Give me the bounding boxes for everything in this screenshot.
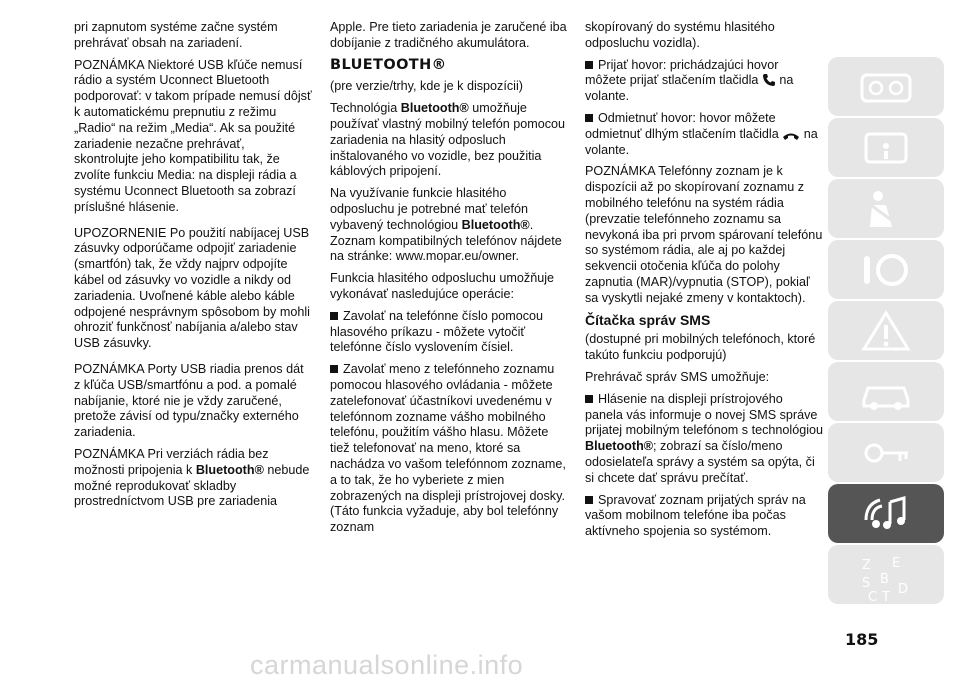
seatbelt-icon [858,187,914,231]
car-service-icon [858,370,914,414]
tab-warning-lights[interactable] [828,301,944,360]
index-letter: T [882,590,890,603]
index-letter: D [898,582,909,597]
tab-safety[interactable] [828,179,944,238]
paragraph: pri zapnutom systéme začne systém prehrávať obsah na zariadení. [74,20,278,50]
wrench-steering-icon [858,248,914,292]
dashboard-icon [858,65,914,109]
page-number: 185 [845,630,879,649]
phone-answer-icon [762,73,776,87]
phone-hangup-icon [782,131,800,141]
list-item: Prijať hovor: prichádzajúci hovor môžete prijať stlačením tlačidla na volante. [585,57,794,104]
multimedia-icon [858,492,914,536]
index-icon [858,553,914,603]
key-icon [858,431,914,475]
paragraph: Na využívanie funkcie hlasitého odposluchu je potrebné mať telefón vybavený technológiou Bluetooth®. Zoznam kompatibilných telefónov nájdete na stránke: www.mopar.eu/owner. [330,186,562,264]
tab-car-info[interactable] [828,118,944,177]
paragraph: (dostupné pri mobilných telefónoch, ktoré takúto funkciu podporujú) [585,332,816,363]
note-paragraph: POZNÁMKA Pri verziách rádia bez možnosti pripojenia k Bluetooth® nebude možné reprodukovať skladby prostredníctvom USB pre zariadenia [74,446,310,509]
text-column-1 [74,20,312,516]
text-column-3 [585,20,823,546]
list-item: Zavolať na telefónne číslo pomocou hlasového príkazu - môžete vytočiť telefónne číslo vyslovením čísiel. [330,308,544,355]
note-paragraph: POZNÁMKA Porty USB riadia prenos dát z kľúča USB/smartfónu a pod. a pomalé nabíjanie, ktoré nie je vždy zaručené, pretože závisí od typu/značky externého zariadenia. [74,361,304,440]
tab-multimedia[interactable] [828,484,944,543]
index-letter: S [862,576,871,591]
tab-dashboard[interactable] [828,57,944,116]
paragraph: Technológia Bluetooth® umožňuje používať vlastný mobilný telefón pomocou zariadenia na hlasitý odposluch inštalovaného vo vozidle, bez použitia káblových pripojení. [330,101,566,179]
note-paragraph: POZNÁMKA Telefónny zoznam je k dispozícii až po skopírovaní zoznamu z mobilného telefónu na systém rádia (prevzatie telefónneho zoznamu sa nevykoná iba pri prvom spárovaní telefónu so systémom rádia, ale aj po každej sekvencii otočenia kľúča do polohy zapnutia (MAR)/vypnutia (STOP), pokiaľ sa vyskytli nejaké zmeny v kontaktoch). [585,164,823,305]
paragraph: (pre verzie/trhy, kde je k dispozícii) [330,79,523,94]
tab-starting-driving[interactable] [828,240,944,299]
list-item: Hlásenie na displeji prístrojového panela vás informuje o novej SMS správe prijatej mobilným telefónom s technológiou Bluetooth®; zobrazí sa číslo/meno odosielateľa správy a systém sa opýta, či si chcete dať správu prečítať. [585,391,824,485]
section-subheading: Čítačka správ SMS [585,311,711,328]
bullet-icon [585,395,593,403]
tab-emergency[interactable] [828,362,944,421]
paragraph: Funkcia hlasitého odposluchu umožňuje vykonávať nasledujúce operácie: [330,271,555,301]
section-heading: BLUETOOTH® [330,56,447,73]
note-paragraph: POZNÁMKA Niektoré USB kľúče nemusí rádio a systém Uconnect Bluetooth podporovať: v takom prípade nemusí dôjsť k automatickému prepnutiu z režimu „Radio“ na režim „Media“. Ak sa použité zariadenie nezačne prehrávať, skontrolujte jeho kompatibilitu tak, že zvolíte funkciu Media: na displeji rádia a systému Uconnect Bluetooth sa zobrazí príslušné hlásenie. [74,57,312,214]
bullet-icon [585,114,593,122]
watermark: carmanualsonline.info [250,650,524,680]
warning-triangle-icon [858,309,914,353]
paragraph: skopírovaný do systému hlasitého odposluchu vozidla). [585,20,775,50]
index-letter: B [880,572,889,587]
bullet-icon [585,61,593,69]
index-letter: E [892,556,901,571]
list-item: Spravovať zoznam prijatých správ na vašom mobilnom telefóne iba počas aktívneho spojenia so systémom. [585,492,806,539]
index-letter: C [868,590,878,603]
paragraph: Apple. Pre tieto zariadenia je zaručené iba dobíjanie z tradičného akumulátora. [330,20,567,50]
tab-index[interactable] [828,545,944,604]
tab-maintenance[interactable] [828,423,944,482]
bullet-icon [585,496,593,504]
bullet-icon [330,312,338,320]
bullet-icon [330,365,338,373]
list-item: Zavolať meno z telefónneho zoznamu pomocou hlasového ovládania - môžete zatelefonovať účastníkovi uvedenému v telefónnom zozname vášho mobilného telefónu, použitím vášho hlasu. Môžete tiež telefonovať na meno, ktoré sa nachádza vo vašom telefónnom zozname, a to tak, že ho vyberiete z mien zobrazených na displeji prístrojovej dosky. (Táto funkcia vyžaduje, aby bol telefónny zoznam [330,362,566,535]
text-column-2 [330,20,568,542]
paragraph: Prehrávač správ SMS umožňuje: [585,369,770,384]
list-item: Odmietnuť hovor: hovor môžete odmietnuť dlhým stlačením tlačidla na volante. [585,110,818,157]
warning-paragraph: UPOZORNENIE Po použití nabíjacej USB zásuvky odporúčame odpojiť zariadenie (smartfón) tak, že vždy najprv odpojíte kábel od zásuvky vo vozidle a nikdy od zariadenia. Uvoľnené káble alebo káble odpojené nesprávnym spôsobom by mohli ohroziť funkčnosť nabíjania a/alebo stav USB zásuvky. [74,225,310,351]
index-letter: Z [862,558,871,573]
car-info-icon [858,126,914,170]
